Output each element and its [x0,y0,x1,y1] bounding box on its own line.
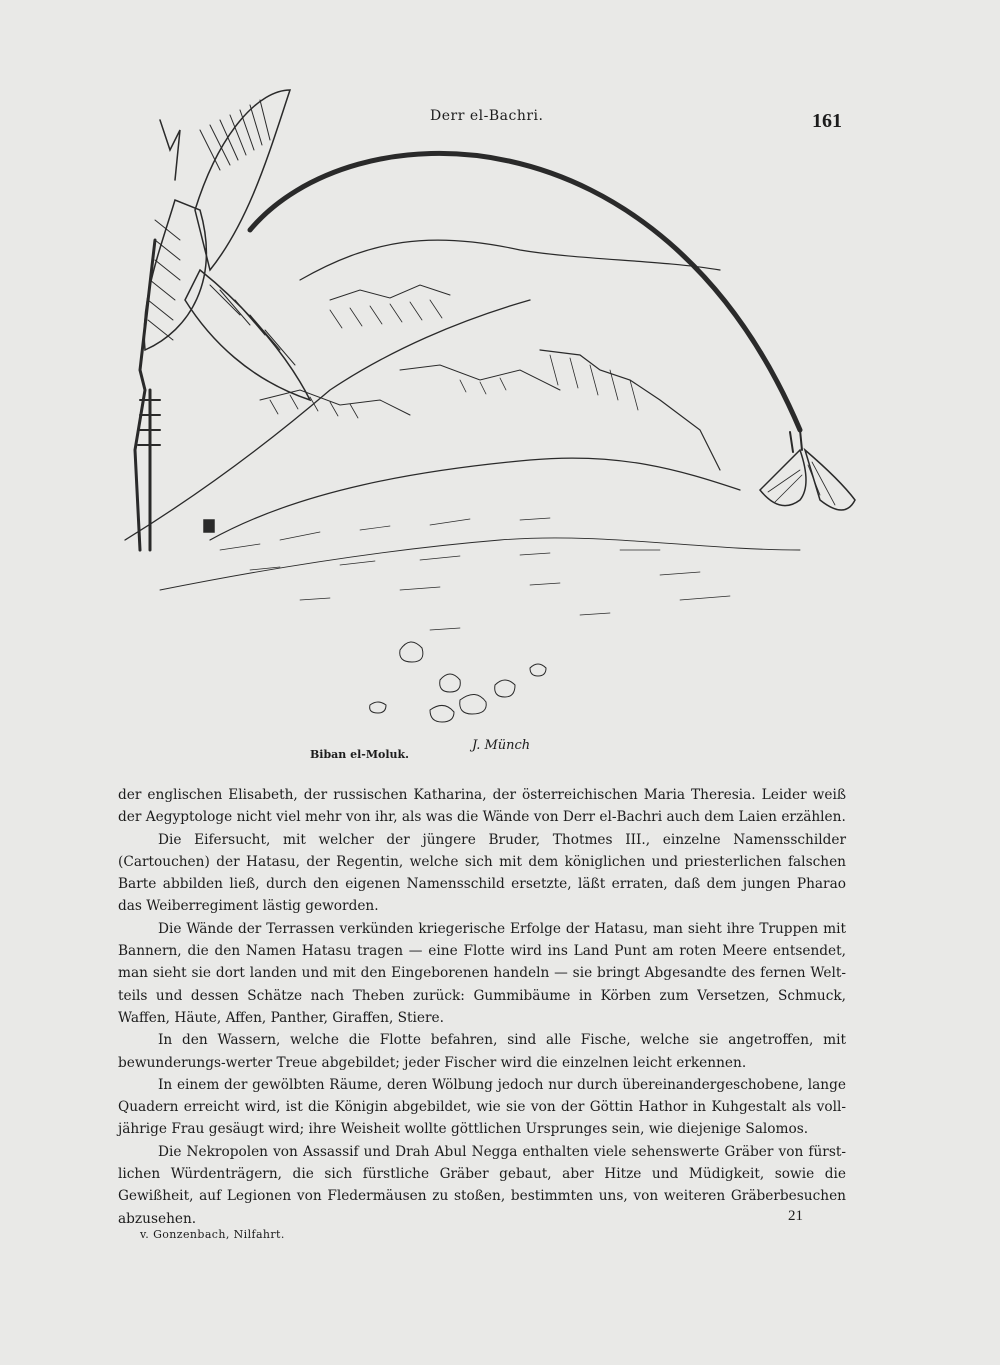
paragraph: In den Wassern, welche die Flotte befahren, sind alle Fische, welche sie angetroffen, mit bewunderungs-werter Treue abgebildet; jeder Fischer wird die einzelnen leicht erkennen. [118,1032,846,1071]
paragraph: Die Wände der Terrassen verkünden kriegerische Erfolge der Hatasu, man sieht ihre Truppen mit Bannern, die den Namen Hatasu tragen — eine Flotte wird ins Land Punt am roten Meere entsendet, man sieht sie dort landen und mit den Eingeborenen handeln — sie bringt Abgesandte des fernen Welt-teils und dessen Schätze nach Theben zurück: Gummibäume in Körben zum Versetzen, Schmuck, Waffen, Häute, Affen, Panther, Giraffen, Stiere. [118,920,846,1026]
footer-author-title: v. Gonzenbach, Nilfahrt. [140,1228,285,1241]
body-text [118,784,846,1230]
running-title: Derr el-Bachri. [430,108,544,124]
paragraph: Die Eifersucht, mit welcher der jüngere Bruder, Thotmes III., einzelne Namensschilder (Cartouchen) der Hatasu, der Regentin, welche sich mit dem königlichen und priesterlichen falschen Barte abbilden ließ, durch den eigenen Namensschild ersetzte, läßt erraten, daß dem jungen Pharao das Weiberregiment lästig geworden. [118,831,846,915]
signature-mark: 21 [788,1208,803,1224]
figure-caption: Biban el-Moluk. [310,748,410,761]
paragraph: In einem der gewölbten Räume, deren Wölbung jedoch nur durch übereinandergeschobene, lange Quadern erreicht wird, ist die Königin abgebildet, wie sie von der Göttin Hathor in Kuhgestalt als voll-jährige Frau gesäugt wird; ihre Weisheit wollte göttlichen Ursprunges sein, wie diejenige Salomos. [118,1076,846,1138]
paragraph: Die Nekropolen von Assassif und Drah Abul Negga enthalten viele sehenswerte Gräber von fürst-lichen Würdenträgern, die sich fürstliche Gräber gebaut, aber Hitze und Müdigkeit, sowie die Gewißheit, auf Legionen von Fledermäusen zu stoßen, bestimmten uns, von weiteren Gräberbesuchen abzusehen. [118,1143,846,1227]
valley-illustration [100,70,870,770]
paragraph: der englischen Elisabeth, der russischen Katharina, der österreichischen Maria Theresia. Leider weiß der Aegyptologe nicht viel mehr von ihr, als was die Wände von Derr el-Bachri auch dem Laien erzählen. [118,787,846,826]
page-number: 161 [812,110,842,132]
artist-signature: J. Münch [472,738,531,753]
